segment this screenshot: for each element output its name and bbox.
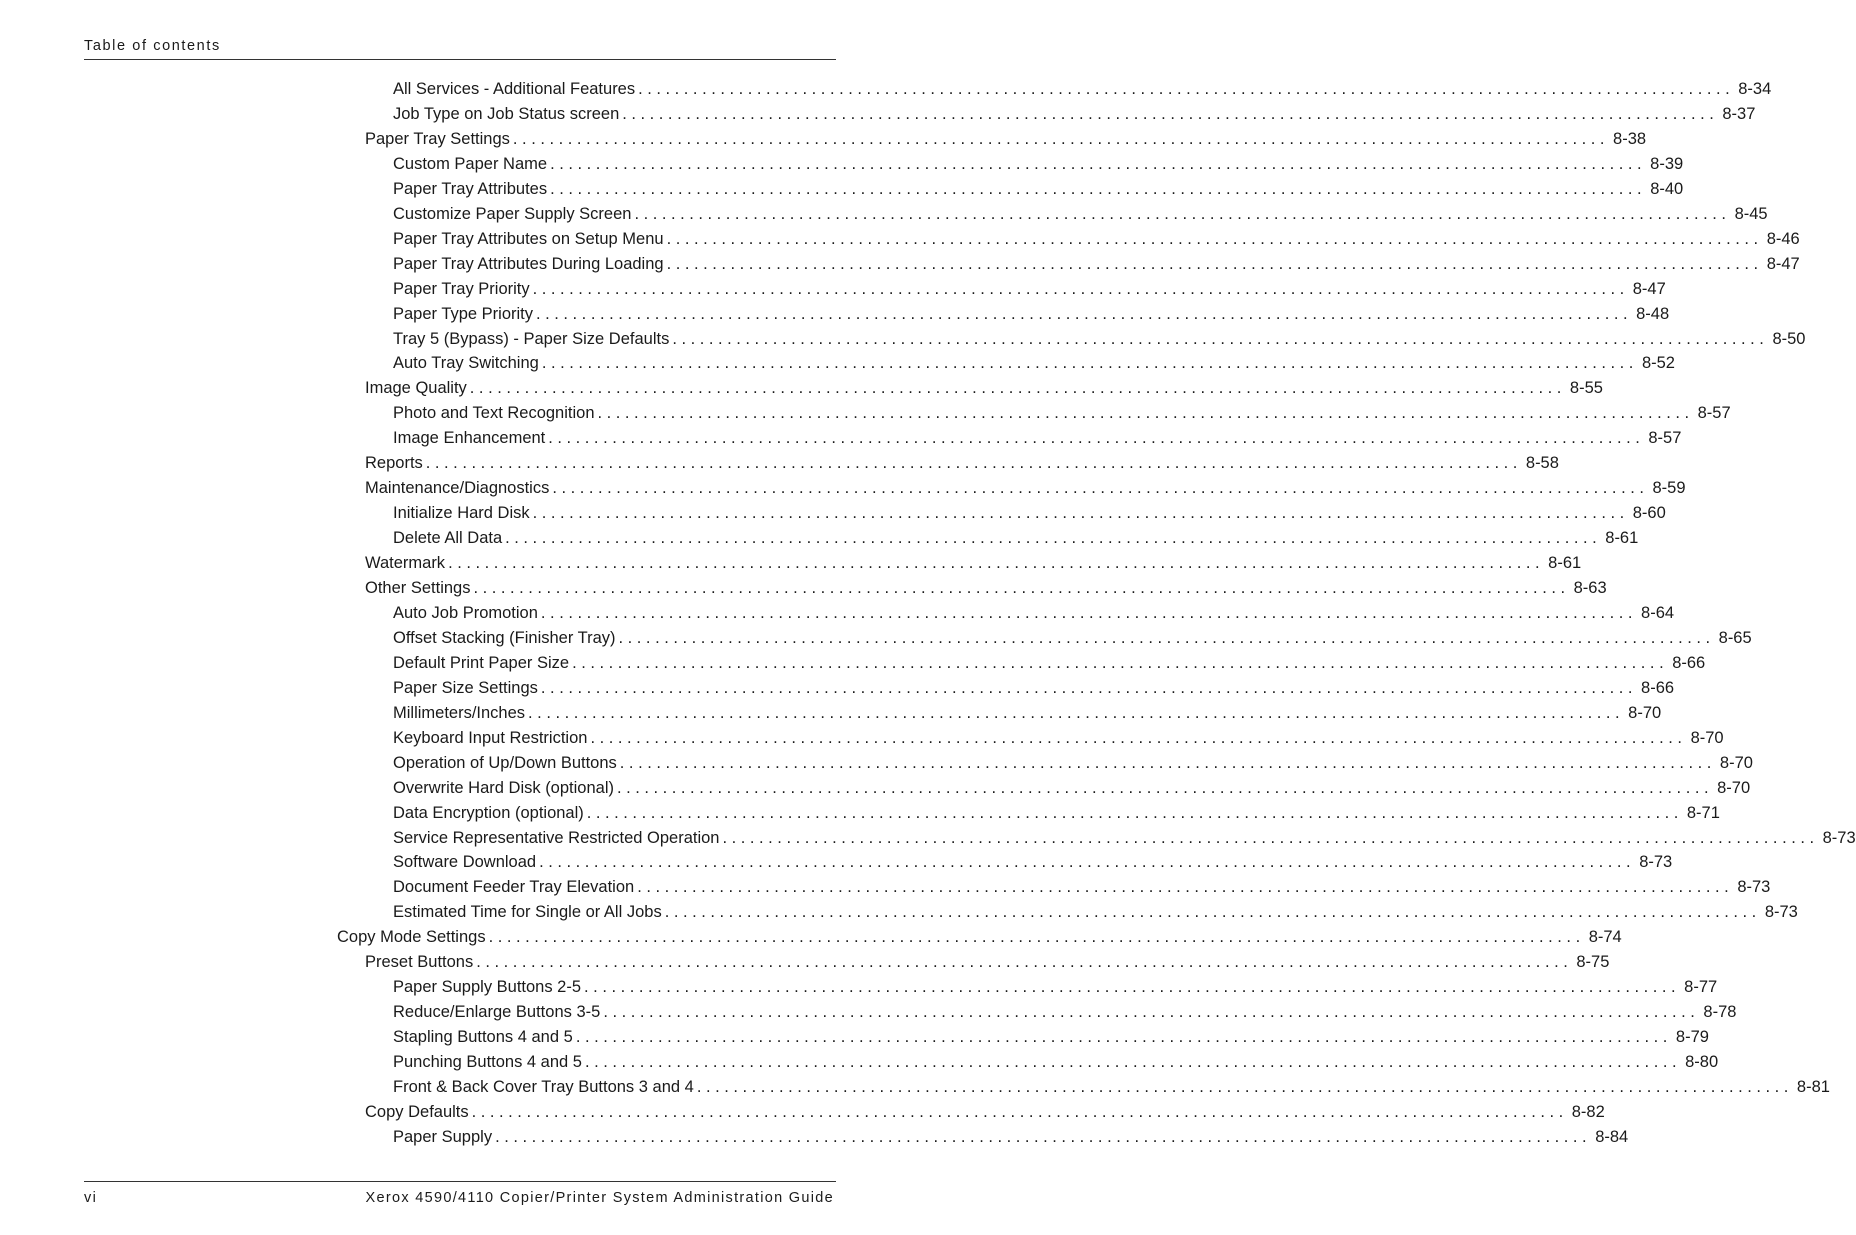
toc-entry-page: 8-79 — [1675, 1028, 1709, 1047]
toc-entry-page: 8-55 — [1569, 379, 1603, 398]
toc-entry-title: Millimeters/Inches — [393, 701, 528, 725]
toc-entry[interactable] — [393, 351, 1675, 375]
toc-leader-dots: ........................................................................................................................ — [666, 229, 1763, 248]
toc-entry[interactable] — [365, 476, 1686, 500]
toc-entry[interactable] — [393, 227, 1800, 251]
toc-entry-title: Tray 5 (Bypass) - Paper Size Defaults — [393, 327, 672, 351]
toc-entry-page: 8-73 — [1822, 828, 1856, 847]
toc-entry-page: 8-47 — [1632, 279, 1666, 298]
toc-entry-page: 8-40 — [1650, 179, 1684, 198]
toc-entry[interactable] — [365, 1100, 1605, 1124]
toc-leader-dots: ........................................................................................................................ — [550, 154, 1647, 173]
toc-leader-dots: ........................................................................................................................ — [664, 903, 1761, 922]
toc-entry-page: 8-71 — [1686, 803, 1720, 822]
toc-entry-page: 8-61 — [1605, 529, 1639, 548]
toc-entry[interactable] — [393, 626, 1752, 650]
toc-entry-title: Reports — [365, 451, 426, 475]
toc-entry[interactable] — [393, 526, 1639, 550]
toc-entry[interactable] — [393, 975, 1718, 999]
toc-entry-title: Front & Back Cover Tray Buttons 3 and 4 — [393, 1075, 697, 1099]
toc-entry-page: 8-47 — [1766, 254, 1800, 273]
toc-entry[interactable] — [393, 177, 1684, 201]
toc-entry[interactable] — [365, 576, 1607, 600]
toc-entry[interactable] — [365, 551, 1582, 575]
toc-leader-dots: ........................................................................................................................ — [539, 853, 1636, 872]
toc-entry-title: Offset Stacking (Finisher Tray) — [393, 626, 619, 650]
page-footer — [84, 1181, 836, 1212]
toc-entry-page: 8-70 — [1690, 728, 1724, 747]
toc-entry-page: 8-46 — [1766, 229, 1800, 248]
toc-leader-dots: ........................................................................................................................ — [616, 778, 1714, 797]
toc-entry-page: 8-37 — [1722, 104, 1756, 123]
toc-entry-page: 8-73 — [1737, 878, 1771, 897]
toc-leader-dots: ........................................................................................................................ — [476, 953, 1573, 972]
toc-entry[interactable] — [393, 277, 1666, 301]
toc-entry-page: 8-57 — [1648, 429, 1682, 448]
toc-entry-title: Maintenance/Diagnostics — [365, 476, 552, 500]
toc-leader-dots: ........................................................................................................................ — [638, 80, 1735, 98]
toc-leader-dots: ........................................................................................................................ — [586, 803, 1683, 822]
toc-leader-dots: ........................................................................................................................ — [532, 279, 1629, 298]
toc-leader-dots: ........................................................................................................................ — [495, 1127, 1592, 1146]
toc-entry[interactable] — [393, 401, 1731, 425]
toc-entry-page: 8-70 — [1719, 753, 1753, 772]
toc-leader-dots: ........................................................................................................................ — [637, 878, 1734, 897]
toc-entry-page: 8-61 — [1548, 554, 1582, 573]
toc-leader-dots: ........................................................................................................................ — [550, 179, 1647, 198]
toc-entry-title: Paper Supply — [393, 1125, 495, 1149]
toc-entry[interactable] — [393, 327, 1806, 351]
toc-entry-title: Custom Paper Name — [393, 152, 550, 176]
toc-entry-title: Initialize Hard Disk — [393, 501, 533, 525]
toc-entry-title: Preset Buttons — [365, 950, 476, 974]
toc-entry-title: Image Enhancement — [393, 426, 548, 450]
toc-leader-dots: ........................................................................................................................ — [528, 703, 1625, 722]
toc-entry-page: 8-84 — [1595, 1127, 1629, 1146]
toc-entry-page: 8-39 — [1650, 154, 1684, 173]
header-title: Table of contents — [84, 38, 221, 54]
toc-leader-dots: ........................................................................................................................ — [575, 1028, 1672, 1047]
toc-entry-page: 8-57 — [1697, 404, 1731, 423]
toc-entry[interactable] — [393, 601, 1675, 625]
toc-entry-page: 8-73 — [1639, 853, 1673, 872]
toc-leader-dots: ........................................................................................................................ — [618, 628, 1715, 647]
toc-entry-title: Data Encryption (optional) — [393, 801, 587, 825]
toc-entry[interactable] — [393, 651, 1706, 675]
toc-entry[interactable] — [393, 801, 1720, 825]
toc-leader-dots: ........................................................................................................................ — [590, 728, 1687, 747]
toc-leader-dots: ........................................................................................................................ — [572, 653, 1669, 672]
toc-entry-page: 8-66 — [1641, 678, 1675, 697]
toc-entry[interactable] — [393, 252, 1800, 276]
toc-entry-page: 8-52 — [1641, 354, 1675, 373]
toc-leader-dots: ........................................................................................................................ — [536, 304, 1633, 323]
toc-entry[interactable] — [393, 501, 1666, 525]
toc-leader-dots: ........................................................................................................................ — [597, 404, 1694, 423]
toc-entry-title: Paper Tray Attributes During Loading — [393, 252, 667, 276]
toc-entry-title: Keyboard Input Restriction — [393, 726, 590, 750]
toc-leader-dots: ........................................................................................................................ — [548, 429, 1645, 448]
toc-leader-dots: ........................................................................................................................ — [540, 678, 1638, 697]
toc-entry-title: Punching Buttons 4 and 5 — [393, 1050, 585, 1074]
toc-entry[interactable] — [393, 1125, 1629, 1149]
toc-entry-title: Delete All Data — [393, 526, 505, 550]
toc-entry[interactable] — [337, 925, 1622, 949]
toc-entry-title: Document Feeder Tray Elevation — [393, 875, 637, 899]
toc-leader-dots: ........................................................................................................................ — [672, 329, 1769, 348]
toc-entry[interactable] — [393, 1050, 1719, 1074]
toc-entry[interactable] — [393, 426, 1682, 450]
toc-leader-dots: ........................................................................................................................ — [532, 504, 1629, 523]
toc-leader-dots: ........................................................................................................................ — [469, 379, 1566, 398]
toc-entry-title: Copy Mode Settings — [337, 925, 489, 949]
toc-entry[interactable] — [365, 127, 1647, 151]
toc-entry-title: Copy Defaults — [365, 1100, 472, 1124]
toc-entry-page: 8-45 — [1734, 204, 1768, 223]
toc-entry[interactable] — [393, 900, 1798, 924]
toc-leader-dots: ........................................................................................................................ — [448, 554, 1545, 573]
toc-entry-page: 8-78 — [1703, 1003, 1737, 1022]
toc-entry[interactable] — [393, 1000, 1737, 1024]
toc-entry-title: Software Download — [393, 850, 539, 874]
toc-entry-page: 8-73 — [1764, 903, 1798, 922]
toc-entry[interactable] — [393, 1025, 1709, 1049]
toc-entry-page: 8-48 — [1636, 304, 1670, 323]
toc-entry-title: Paper Tray Settings — [365, 127, 513, 151]
toc-entry-title: Paper Tray Attributes — [393, 177, 550, 201]
toc-entry[interactable] — [365, 451, 1559, 475]
toc-leader-dots: ........................................................................................................................ — [505, 529, 1602, 548]
toc-entry-page: 8-80 — [1685, 1053, 1719, 1072]
toc-entry-title: Auto Job Promotion — [393, 601, 541, 625]
toc-entry-title: Auto Tray Switching — [393, 351, 542, 375]
toc-entry-title: Stapling Buttons 4 and 5 — [393, 1025, 576, 1049]
toc-entry-page: 8-38 — [1613, 129, 1647, 148]
toc-leader-dots: ........................................................................................................................ — [666, 254, 1763, 273]
toc-leader-dots: ........................................................................................................................ — [471, 1102, 1568, 1121]
toc-entry[interactable] — [365, 376, 1603, 400]
toc-entry-page: 8-74 — [1588, 928, 1622, 947]
toc-entry-page: 8-70 — [1628, 703, 1662, 722]
toc-entry-page: 8-59 — [1652, 479, 1686, 498]
toc-entry-title: Photo and Text Recognition — [393, 401, 598, 425]
toc-entry[interactable] — [393, 776, 1751, 800]
toc-entry-page: 8-60 — [1632, 504, 1666, 523]
toc-entry-page: 8-75 — [1576, 953, 1610, 972]
toc-entry-title: Paper Tray Attributes on Setup Menu — [393, 227, 667, 251]
toc-entry-title: Service Representative Restricted Operation — [393, 826, 723, 850]
toc-leader-dots: ........................................................................................................................ — [584, 978, 1681, 997]
toc-entry[interactable] — [393, 152, 1684, 176]
toc-entry-page: 8-82 — [1571, 1102, 1605, 1121]
toc-leader-dots: ........................................................................................................................ — [541, 354, 1638, 373]
toc-leader-dots: ........................................................................................................................ — [473, 579, 1570, 597]
toc-entry-page: 8-34 — [1738, 80, 1772, 98]
toc-entry[interactable] — [365, 950, 1610, 974]
toc-entry-page: 8-81 — [1796, 1078, 1830, 1096]
toc-entry-page: 8-65 — [1718, 628, 1752, 647]
toc-entry-page: 8-58 — [1525, 454, 1559, 473]
toc-entry-page: 8-77 — [1684, 978, 1718, 997]
toc-entry-title: Watermark — [365, 551, 448, 575]
toc-entry[interactable] — [393, 826, 1856, 850]
toc-entry[interactable] — [393, 850, 1673, 874]
toc-leader-dots: ........................................................................................................................ — [552, 479, 1649, 498]
toc-entry-page: 8-63 — [1573, 579, 1607, 597]
toc-leader-dots: ........................................................................................................................ — [722, 828, 1819, 847]
toc-entry-title: Overwrite Hard Disk (optional) — [393, 776, 617, 800]
toc-entry-title: Reduce/Enlarge Buttons 3-5 — [393, 1000, 603, 1024]
toc-entry-title: Operation of Up/Down Buttons — [393, 751, 620, 775]
toc-entry[interactable] — [393, 875, 1771, 899]
footer-page-number: vi — [84, 1190, 98, 1206]
toc-entry-title: Estimated Time for Single or All Jobs — [393, 900, 665, 924]
toc-entry-title: Paper Tray Priority — [393, 277, 533, 301]
toc-leader-dots: ........................................................................................................................ — [584, 1053, 1682, 1072]
toc-entry-title: Image Quality — [365, 376, 470, 400]
toc-entry-page: 8-66 — [1672, 653, 1706, 672]
toc-leader-dots: ........................................................................................................................ — [540, 603, 1638, 622]
toc-leader-dots: ........................................................................................................................ — [512, 129, 1610, 148]
toc-entry-title: Paper Supply Buttons 2-5 — [393, 975, 584, 999]
toc-leader-dots: ........................................................................................................................ — [488, 928, 1585, 947]
toc-entry-title: Default Print Paper Size — [393, 651, 572, 675]
toc-entry-title: Job Type on Job Status screen — [393, 102, 622, 126]
toc-entry-title: All Services - Additional Features — [393, 77, 638, 101]
toc-entry[interactable] — [393, 1075, 1830, 1099]
toc-entry[interactable] — [393, 302, 1670, 326]
toc-entry-page: 8-70 — [1717, 778, 1751, 797]
toc-leader-dots: ........................................................................................................................ — [634, 204, 1731, 223]
toc-leader-dots: ........................................................................................................................ — [425, 454, 1522, 473]
toc-entry[interactable] — [393, 202, 1768, 226]
footer-document-title: Xerox 4590/4110 Copier/Printer System Administration Guide — [365, 1190, 834, 1206]
toc-entry[interactable] — [393, 726, 1724, 750]
toc-leader-dots: ........................................................................................................................ — [696, 1078, 1793, 1096]
toc-entry-page: 8-64 — [1641, 603, 1675, 622]
toc-entry[interactable] — [393, 751, 1753, 775]
toc-entry[interactable] — [393, 701, 1662, 725]
toc-leader-dots: ........................................................................................................................ — [603, 1003, 1700, 1022]
toc-leader-dots: ........................................................................................................................ — [619, 753, 1716, 772]
toc-entry-title: Other Settings — [365, 576, 473, 600]
toc-entry-title: Paper Size Settings — [393, 676, 541, 700]
toc-entry-title: Paper Type Priority — [393, 302, 536, 326]
toc-entry[interactable] — [393, 77, 1772, 101]
toc-entry[interactable] — [393, 676, 1675, 700]
toc-entry[interactable] — [393, 102, 1756, 126]
toc-entry-page: 8-50 — [1772, 329, 1806, 348]
toc-entry-title: Customize Paper Supply Screen — [393, 202, 634, 226]
page-header — [84, 37, 836, 60]
toc-leader-dots: ........................................................................................................................ — [622, 104, 1719, 123]
